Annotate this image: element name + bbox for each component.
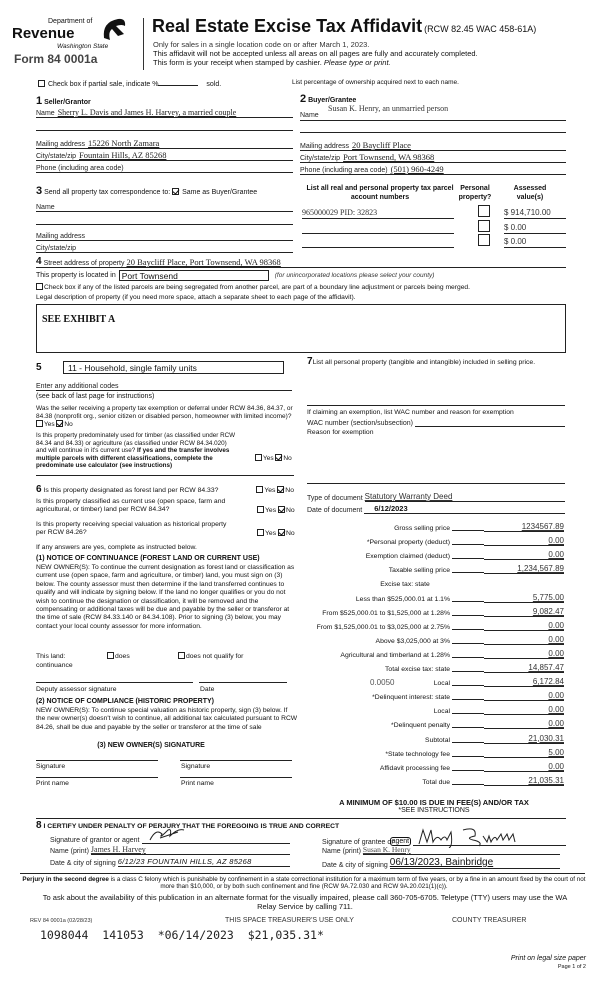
buyer-city-field[interactable]: City/state/zip Port Townsend, WA 98368 [300, 151, 566, 163]
grantor-signature-field[interactable]: Signature of grantor or agent [50, 832, 290, 844]
same-as-buyer-checkbox[interactable] [172, 188, 179, 195]
additional-codes-field[interactable]: Enter any additional codes [36, 381, 292, 391]
tax-row-label: Local [433, 680, 450, 688]
document-type-field[interactable]: Type of document Statutory Warranty Deed [307, 492, 565, 502]
print-name-label: Print name [181, 780, 214, 787]
timber-question: Is this property predominately used for timber (as classified under RCW 84.34 and 84.33) or agriculture (as classified under RCW 84.34.020) and will continue in it's current use? If yes and the transfer involves multiple parcels with different classifications, complete the predominate use calculator (see instructions) [36, 432, 236, 469]
tax-row [300, 729, 568, 743]
tax-row [300, 715, 568, 729]
owner-signature-1[interactable] [36, 760, 158, 761]
personal-property-checkbox[interactable] [478, 205, 490, 217]
notice-compliance-title: (2) NOTICE OF COMPLIANCE (HISTORIC PROPERTY) [36, 698, 214, 705]
forest-no-checkbox[interactable] [277, 486, 284, 493]
exemption-reason-line[interactable] [307, 483, 565, 484]
exemption-yes-checkbox[interactable] [36, 420, 43, 427]
parcel-row [302, 220, 566, 234]
correspondence-name-field[interactable]: Name [36, 200, 293, 212]
section8-top-line [36, 818, 566, 819]
this-land-label: This land: continuance [36, 653, 73, 669]
tax-row [300, 588, 568, 602]
certify-statement: 8 I CERTIFY UNDER PENALTY OF PERJURY THAT THE FOREGOING IS TRUE AND CORRECT [36, 820, 340, 831]
tax-rows [300, 518, 568, 786]
grantor-date-field[interactable]: Date & city of signing 6/12/23 FOUNTAIN HILLS, AZ 85268 [50, 857, 290, 867]
form-revision: REV 84 0001a (02/28/23) [30, 918, 93, 924]
dor-swirl-icon [100, 16, 128, 42]
personal-property-checkbox[interactable] [478, 220, 490, 232]
located-in-select[interactable]: Port Townsend [119, 270, 269, 281]
tax-row-label: Above $3,025,000 at 3% [375, 637, 450, 645]
historic-question: Is this property receiving special valuation as historical property per RCW 84.26? [36, 521, 227, 536]
tax-row [300, 603, 568, 617]
grantee-signature-field[interactable]: Signature of grantee or agent [322, 832, 566, 846]
tax-row [300, 659, 568, 673]
tax-row [300, 772, 568, 786]
tax-row-label: *Delinquent interest: state [372, 694, 450, 702]
tax-row-value[interactable]: 1,234,567.89 [484, 564, 564, 574]
current-use-answer: Yes No [257, 506, 295, 514]
personal-property-line[interactable] [307, 405, 565, 406]
segregate-row: Check box if any of the listed parcels are being segregated from another parcel, are part of a boundary line adjustment or parcels being merged. [36, 283, 470, 291]
grantee-date-field[interactable]: Date & city of signing 06/13/2023, Bainbridge [322, 857, 560, 869]
seller-name-line2[interactable] [36, 123, 293, 131]
does-option: does [107, 652, 130, 660]
tax-row-label: Gross selling price [394, 525, 450, 533]
tax-row [300, 758, 568, 772]
seller-city-field[interactable]: City/state/zip Fountain Hills, AZ 85268 [36, 149, 293, 161]
parcel-row [302, 234, 566, 248]
seller-heading: 1 Seller/Grantor [36, 95, 91, 107]
buyer-name-field[interactable]: Name Susan K. Henry, an unmarried person [300, 104, 566, 121]
exemption-reason-label: Reason for exemption [307, 429, 374, 436]
segregate-checkbox[interactable] [36, 283, 43, 290]
historic-answer: Yes No [257, 529, 295, 537]
exemption-no-checkbox[interactable] [56, 420, 63, 427]
current-use-question: Is this property classified as current use (open space, farm and agricultural, or timber) land per RCW 84.34? [36, 498, 226, 513]
personal-property-list: 7List all personal property (tangible and intangible) included in selling price. [307, 356, 536, 367]
parcel-row [302, 205, 566, 219]
tax-row-label: *Delinquent penalty [391, 722, 450, 730]
tax-row-value[interactable]: 0.00 [484, 705, 564, 715]
header-divider [143, 18, 144, 70]
dept-line3: Washington State [57, 43, 109, 50]
notice-compliance-text: NEW OWNER(S): To continue special valuation as historic property, sign (3) below. If the new owner(s) doesn't wish to continue, all additional tax calculated pursuant to RCW 84.26, shall be due and payable by the seller or transferor at the time of sale [36, 707, 298, 731]
forest-question: 6 Is this property designated as forest land per RCW 84.33? Yes No [36, 484, 294, 495]
located-in-row: This property is located in Port Townsend (for unincorporated locations please select your county) [36, 271, 435, 281]
tax-row [300, 744, 568, 758]
buyer-mailing-field[interactable]: Mailing address 20 Baycliff Place [300, 139, 566, 151]
dept-line2: Revenue [12, 25, 75, 42]
print-legal-note: Print on legal size paper [510, 955, 586, 962]
current-use-yes-checkbox[interactable] [257, 506, 264, 513]
tax-row-label: Agricultural and timberland at 1.28% [340, 651, 450, 659]
notice-continuance-text: NEW OWNER(S): To continue the current designation as forest land or classification as current use (open space, farm and agriculture, or timber) land, you must sign on (3) below. The county assessor must then determine if the land transferred continues to qualify and will indicate by signing below. If the land no longer qualifies or you do not wish to continue the designation or classification, it will be removed and the compensating or additional taxes will be due and payable by the seller or transferor at the time of sale (RCW 84.33.140 or 84.34.108). Prior to signing (3) below, you may contact your local county assessor for more information. [36, 564, 295, 630]
does-not-checkbox[interactable] [178, 652, 185, 659]
minimum-note: A MINIMUM OF $10.00 IS DUE IN FEE(S) AND/OR TAX [339, 798, 529, 807]
legal-description-box[interactable]: SEE EXHIBIT A [36, 304, 566, 353]
tax-row-value[interactable]: 0.00 [484, 719, 564, 729]
buyer-phone-field[interactable]: Phone (including area code) (501) 960-4249 [300, 163, 566, 175]
assessed-value-field[interactable]: $ 0.00 [504, 220, 566, 234]
tax-row [300, 560, 568, 574]
tax-row-value[interactable]: 0.00 [484, 621, 564, 631]
assessed-value-field[interactable]: $ 0.00 [504, 234, 566, 248]
grantee-name-field[interactable]: Name (print) Susan K. Henry [322, 845, 560, 855]
perjury-note: Perjury in the second degree is a class C felony which is punishable by confinement in a state correctional institution for a maximum term of five years, or by a fine in an amount fixed by the court of not more than $10,000, or by both such confinement and fine (RCW 9A.72.030 and RCW 9A.20.021(1)(c)). [22, 876, 586, 891]
timber-yes-checkbox[interactable] [255, 454, 262, 461]
header-note-2: This affidavit will not be accepted unless all areas on all pages are fully and accurately completed. [153, 49, 478, 58]
treasurer-stamp: 1098044 141053 *06/14/2023 $21,035.31* [40, 928, 324, 942]
deputy-signature-line[interactable] [36, 682, 193, 683]
tax-row-value[interactable]: 0.00 [484, 635, 564, 645]
tax-row [300, 518, 568, 532]
header-note-1: Only for sales in a single location code on or after March 1, 2023. [153, 40, 370, 49]
notice-continuance-title: (1) NOTICE OF CONTINUANCE (FOREST LAND OR CURRENT USE) [36, 555, 260, 562]
tax-row-value[interactable]: 6,172.84 [484, 677, 564, 687]
exemption-label: If claiming an exemption, list WAC number and reason for exemption [307, 409, 514, 416]
land-use-code-select[interactable]: 11 - Household, single family units [63, 361, 284, 374]
parcel-number-field[interactable] [302, 234, 454, 248]
tax-row-label: From $525,000.01 to $1,525,000 at 1.28% [322, 609, 450, 617]
tax-row-value[interactable]: 0.00 [484, 762, 564, 772]
ownership-note: List percentage of ownership acquired next to each name. [292, 79, 459, 86]
timber-no-checkbox[interactable] [275, 454, 282, 461]
owner-signature-2[interactable] [180, 760, 292, 761]
tax-row-value[interactable]: 1234567.89 [484, 522, 564, 532]
buyer-heading: 2 Buyer/Grantee [300, 93, 357, 105]
tax-row [300, 617, 568, 631]
form-number: Form 84 0001a [14, 52, 98, 66]
seller-mailing-field[interactable]: Mailing address 15226 North Zamara [36, 137, 293, 149]
grantor-signature-scribble [148, 826, 188, 842]
tax-row-value[interactable]: 21,035.31 [484, 776, 564, 786]
alt-format-note: To ask about the availability of this publication in an alternate format for the visually impaired, please call 360-705-6705. Teletype (TTY) users may use the WA Relay Service by calling 711. [42, 893, 568, 911]
personal-property-checkbox[interactable] [478, 234, 490, 246]
tax-row [300, 687, 568, 701]
seller-phone-field[interactable]: Phone (including area code) [36, 161, 293, 173]
current-use-no-checkbox[interactable] [278, 506, 285, 513]
owner-print-2[interactable] [180, 777, 292, 778]
tax-row-label: Subtotal [425, 736, 450, 744]
if-yes-note: If any answers are yes, complete as instructed below. [36, 544, 197, 551]
tax-row-value[interactable]: 5,775.00 [484, 593, 564, 603]
parcel-number-field[interactable] [302, 220, 454, 234]
see-instructions: *SEE INSTRUCTIONS [398, 807, 470, 814]
assessed-value-field[interactable]: $ 914,710.00 [504, 205, 566, 219]
tax-row-value[interactable]: 9,082.47 [484, 607, 564, 617]
legal-description-label: Legal description of property (if you need more space, attach a separate sheet to each page of the affidavit). [36, 294, 356, 301]
correspondence-city-field[interactable]: City/state/zip [36, 241, 293, 253]
tax-row-label: Total due [422, 778, 450, 786]
county-treasurer: COUNTY TREASURER [452, 917, 527, 924]
header-note-3: This form is your receipt when stamped by cashier. Please type or print. [153, 58, 391, 67]
new-owner-signature-heading: (3) NEW OWNER(S) SIGNATURE [97, 742, 205, 749]
street-address-field[interactable]: 4 Street address of property 20 Baycliff Place, Port Townsend, WA 98368 [36, 256, 566, 268]
perjury-top-line [20, 873, 585, 874]
tax-row [300, 546, 568, 560]
tax-row-label: From $1,525,000.01 to $3,025,000 at 2.75% [316, 623, 450, 631]
parcel-number-field[interactable]: 965000029 PID: 32823 [302, 205, 454, 219]
wac-number-field[interactable]: WAC number (section/subsection) [307, 419, 565, 427]
divider [36, 475, 294, 476]
tax-row-label: *State technology fee [385, 750, 450, 758]
does-checkbox[interactable] [107, 652, 114, 659]
document-date-field[interactable]: Date of document 6/12/2023 [307, 504, 565, 514]
page-title: Real Estate Excise Tax Affidavit (RCW 82.45 WAC 458-61A) [152, 16, 537, 36]
personal-col-header: Personal property? [458, 185, 492, 201]
forest-yes-checkbox[interactable] [256, 486, 263, 493]
print-name-label: Print name [36, 780, 69, 787]
tax-row-value[interactable]: 0.00 [484, 691, 564, 701]
tax-row-value[interactable]: 0.00 [484, 649, 564, 659]
tax-row-label: Exemption claimed (deduct) [365, 553, 450, 561]
page-number: Page 1 of 2 [557, 964, 586, 970]
dor-logo [10, 16, 128, 68]
tax-row-label: Affidavit processing fee [379, 764, 450, 772]
tax-table [300, 518, 568, 786]
deputy-signature-label: Deputy assessor signature [36, 686, 117, 693]
grantor-name-field[interactable]: Name (print) James H. Harvey [50, 845, 290, 855]
tax-row [300, 645, 568, 659]
partial-sale-percent-field[interactable] [158, 85, 198, 86]
tax-row [300, 701, 568, 715]
historic-no-checkbox[interactable] [278, 529, 285, 536]
does-not-option: does not qualify for [178, 652, 243, 660]
tax-row-label: Excise tax: state [380, 581, 430, 589]
exemption-question: Was the seller receiving a property tax exemption or deferral under RCW 84.36, 84.37, or 84.38 (nonprofit org., senior citizen or disabled person, homeowner with limited income)? Yes No [36, 405, 293, 428]
tax-row-label: Less than $525,000.01 at 1.1% [355, 595, 450, 603]
tax-row-label: Local [433, 708, 450, 716]
partial-sale-checkbox[interactable] [38, 80, 45, 87]
tax-row-value[interactable]: 5.00 [484, 748, 564, 758]
partial-sale: Check box if partial sale, indicate % sold. [38, 80, 221, 88]
dept-line1: Department of [48, 18, 93, 25]
correspondence-name-line2[interactable] [36, 217, 293, 225]
additional-codes-note: (see back of last page for instructions) [36, 393, 155, 400]
deputy-date-line[interactable] [199, 682, 287, 683]
agent-highlight: agent [391, 838, 410, 845]
parcel-col-header: List all real and personal property tax parcel account numbers [306, 185, 454, 201]
local-rate: 0.0050 [370, 678, 395, 688]
tax-row [300, 673, 568, 687]
tax-row-label: Total excise tax: state [385, 666, 450, 674]
tax-row-value[interactable]: 21,030.31 [484, 734, 564, 744]
historic-yes-checkbox[interactable] [257, 529, 264, 536]
tax-row [300, 574, 568, 588]
tax-row-value[interactable]: 14,857.47 [484, 663, 564, 673]
tax-row-label: *Personal property (deduct) [366, 539, 450, 547]
tax-row [300, 532, 568, 546]
tax-row-value[interactable]: 0.00 [484, 550, 564, 560]
deputy-date-label: Date [200, 686, 215, 693]
section5-number: 5 [36, 362, 42, 373]
seller-name-field[interactable]: Name Sherry L. Davis and James H. Harvey, a married couple [36, 106, 293, 118]
signature-label: Signature [36, 763, 66, 770]
tax-row-label: Taxable selling price [388, 567, 450, 575]
treasurer-use: THIS SPACE TREASURER'S USE ONLY [225, 917, 354, 924]
signature-label: Signature [181, 763, 211, 770]
correspondence-mailing-field[interactable]: Mailing address [36, 229, 293, 241]
correspondence-heading: 3 Send all property tax correspondence to: Same as Buyer/Grantee [36, 185, 258, 197]
tax-row [300, 631, 568, 645]
assessed-col-header: Assessed value(s) [513, 185, 547, 201]
timber-answer: Yes No [255, 454, 292, 462]
tax-row-value[interactable]: 0.00 [484, 536, 564, 546]
buyer-name-line2[interactable] [300, 125, 566, 133]
owner-print-1[interactable] [36, 777, 158, 778]
